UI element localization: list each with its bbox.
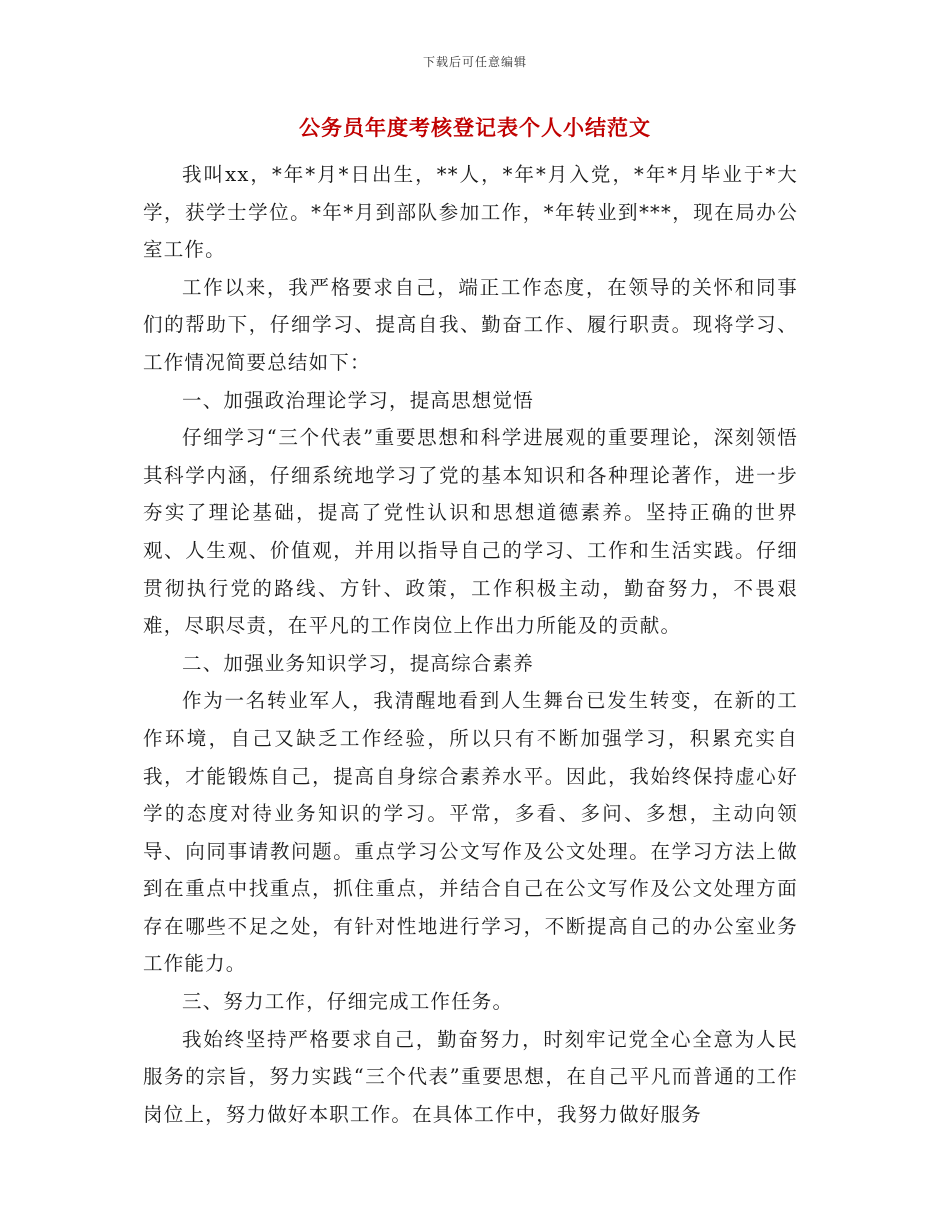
paragraph-intro: 我叫xx，*年*月*日出生，**人，*年*月入党，*年*月毕业于*大学，获学士学位。*年*月到部队参加工作，*年转业到***，现在局办公室工作。	[143, 163, 798, 262]
document-title: 公务员年度考核登记表个人小结范文	[299, 115, 651, 140]
paragraph-section-1: 仔细学习“三个代表”重要思想和科学进展观的重要理论，深刻领悟其科学内涵，仔细系统地学习了党的基本知识和各种理论著作，进一步夯实了理论基础，提高了党性认识和思想道德素养。坚持正确的世界观、人生观、价值观，并用以指导自己的学习、工作和生活实践。仔细贯彻执行党的路线、方针、政策，工作积极主动，勤奋努力，不畏艰难，尽职尽责，在平凡的工作岗位上作出力所能及的贡献。	[143, 426, 798, 638]
paragraph-section-2: 作为一名转业军人，我清醒地看到人生舞台已发生转变，在新的工作环境，自己又缺乏工作经验，所以只有不断加强学习，积累充实自我，才能锻炼自己，提高自身综合素养水平。因此，我始终保持虚心好学的态度对待业务知识的学习。平常，多看、多问、多想，主动向领导、向同事请教问题。重点学习公文写作及公文处理。在学习方法上做到在重点中找重点，抓住重点，并结合自己在公文写作及公文处理方面存在哪些不足之处，有针对性地进行学习，不断提高自己的办公室业务工作能力。	[143, 689, 798, 976]
section-heading-1: 一、加强政治理论学习，提高思想觉悟	[182, 388, 534, 412]
header-note: 下载后可任意编辑	[422, 55, 527, 69]
paragraph-section-3: 我始终坚持严格要求自己，勤奋努力，时刻牢记党全心全意为人民服务的宗旨，努力实践“三个代表”重要思想，在自己平凡而普通的工作岗位上，努力做好本职工作。在具体工作中，我努力做好服务	[143, 1027, 798, 1126]
section-heading-3: 三、努力工作，仔细完成工作任务。	[182, 990, 514, 1014]
section-heading-2: 二、加强业务知识学习，提高综合素养	[182, 651, 534, 675]
document-body	[143, 156, 798, 1133]
paragraph-overview: 工作以来，我严格要求自己，端正工作态度，在领导的关怀和同事们的帮助下，仔细学习、提高自我、勤奋工作、履行职责。现将学习、工作情况简要总结如下：	[143, 275, 798, 374]
